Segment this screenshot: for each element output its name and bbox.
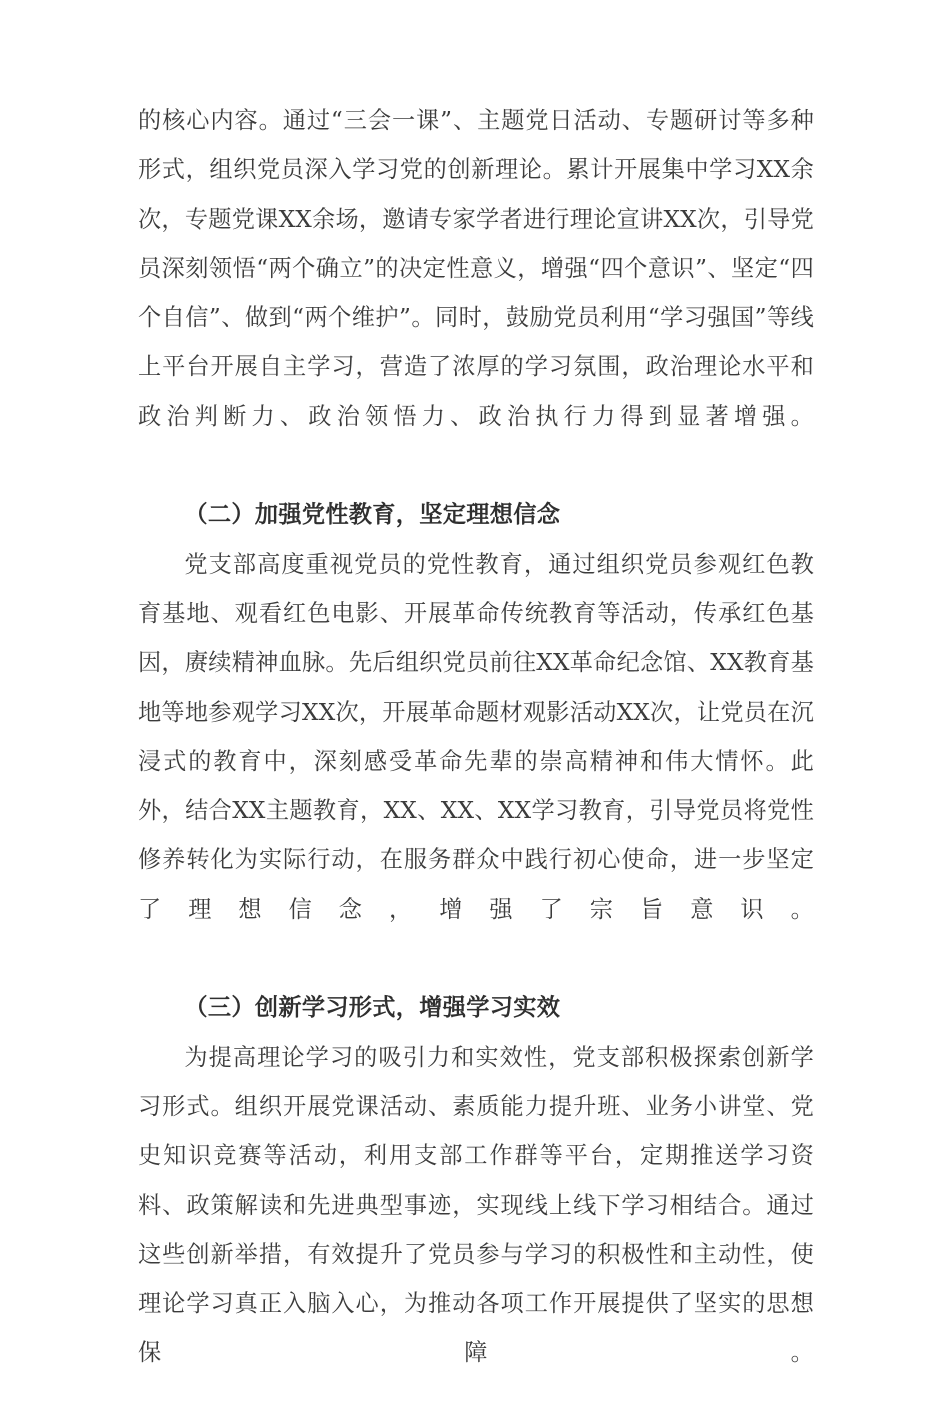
section-heading-two: （二）加强党性教育，坚定理想信念 (184, 501, 561, 529)
body-paragraph: 的核心内容。通过“三会一课”、主题党日活动、专题研讨等多种形式，组织党员深入学习党的创新理论。累计开展集中学习XX余次，专题党课XX余场，邀请专家学者进行理论宣讲XX次，引导党员深刻领悟“两个确立”的决定性意义，增强“四个意识”、坚定“四个自信”、做到“两个维护”。同时，鼓励党员利用“学习强国”等线上平台开展自主学习，营造了浓厚的学习氛围，政治理论水平和政治判断力、政治领悟力、政治执行力得到显著增强。 (138, 107, 814, 430)
document-body (138, 96, 814, 1427)
body-paragraph: 为提高理论学习的吸引力和实效性，党支部积极探索创新学习形式。组织开展党课活动、素质能力提升班、业务小讲堂、党史知识竞赛等活动，利用支部工作群等平台，定期推送学习资料、政策解读和先进典型事迹，实现线上线下学习相结合。通过这些创新举措，有效提升了党员参与学习的积极性和主动性，使理论学习真正入脑入心，为推动各项工作开展提供了坚实的思想保障。 (138, 1043, 814, 1367)
section-heading-three: （三）创新学习形式，增强学习实效 (184, 994, 561, 1022)
body-paragraph: 党支部高度重视党员的党性教育，通过组织党员参观红色教育基地、观看红色电影、开展革命传统教育等活动，传承红色基因，赓续精神血脉。先后组织党员前往XX革命纪念馆、XX教育基地等地参观学习XX次，开展革命题材观影活动XX次，让党员在沉浸式的教育中，深刻感受革命先辈的崇高精神和伟大情怀。此外，结合XX主题教育，XX、XX、XX学习教育，引导党员将党性修养转化为实际行动，在服务群众中践行初心使命，进一步坚定了理想信念，增强了宗旨意识。 (138, 550, 814, 923)
